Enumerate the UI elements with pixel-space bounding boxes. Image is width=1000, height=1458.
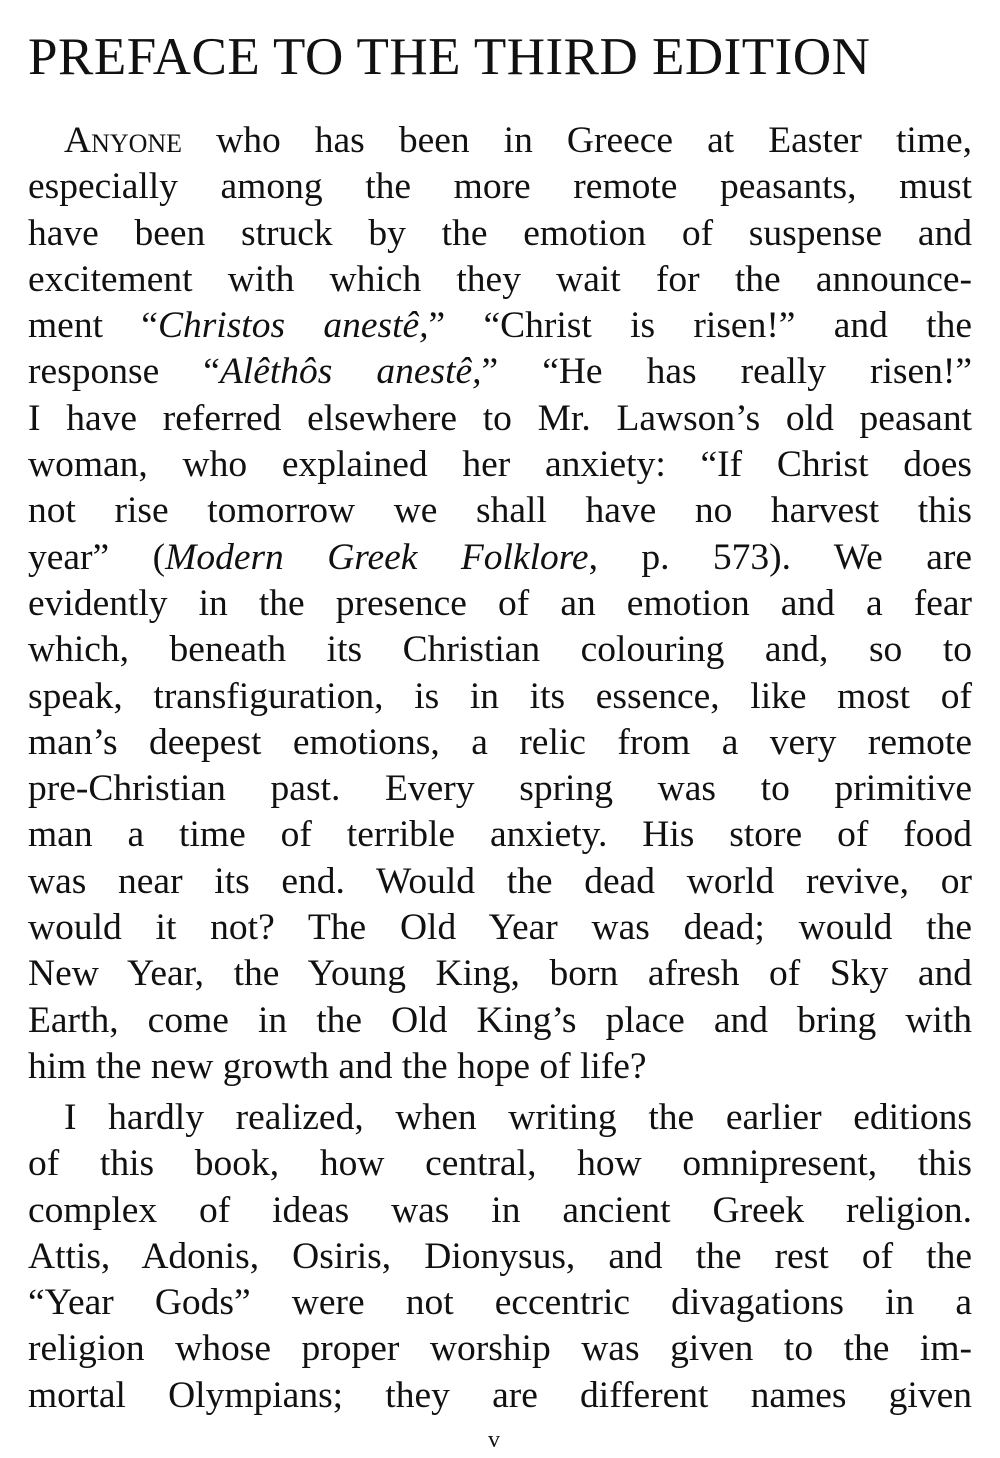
text-line: would it not? The Old Year was dead; would the xyxy=(28,907,972,949)
text-line: I hardly realized, when writing the earlier editions xyxy=(64,1097,972,1138)
text-line: which, beneath its Christian colouring and, so to xyxy=(28,629,972,671)
text-line: evidently in the presence of an emotion and a fear xyxy=(28,582,972,624)
text-line: of this book, how central, how omnipresent, this xyxy=(28,1143,972,1185)
text-line: him the new growth and the hope of life? xyxy=(28,1045,647,1087)
paragraph-2 xyxy=(28,1095,972,1419)
book-title-italic: Modern Greek Folklore xyxy=(165,536,589,578)
text-line: pre-Christian past. Every spring was to primitive xyxy=(28,768,972,810)
text-line: not rise tomorrow we shall have no harvest this xyxy=(28,490,972,532)
italic-phrase: Christos anestê, xyxy=(157,305,429,347)
page-title: PREFACE TO THE THIRD EDITION xyxy=(28,28,871,86)
lead-word: Anyone xyxy=(64,120,183,161)
italic-phrase: Alêthôs anestê, xyxy=(219,351,482,393)
text-line: Attis, Adonis, Osiris, Dionysus, and the rest of the xyxy=(28,1235,972,1277)
text-line: year” (Modern Greek Folklore, p. 573). We are xyxy=(28,536,972,578)
text-line: man’s deepest emotions, a relic from a very remote xyxy=(28,721,972,763)
text-line: have been struck by the emotion of suspense and xyxy=(28,212,972,254)
text-line: excitement with which they wait for the announce- xyxy=(28,258,972,300)
text-line: complex of ideas was in ancient Greek religion. xyxy=(28,1189,972,1231)
text-line: Anyone who has been in Greece at Easter time, xyxy=(64,120,972,161)
text-line: man a time of terrible anxiety. His store of food xyxy=(28,814,972,856)
page-number: v xyxy=(488,1427,500,1453)
text-line: New Year, the Young King, born afresh of Sky and xyxy=(28,953,972,995)
text-line: ment “Christos anestê,” “Christ is risen!” and the xyxy=(28,305,972,347)
paragraph-1 xyxy=(28,118,972,1090)
text-line: was near its end. Would the dead world revive, or xyxy=(28,860,972,902)
text-line: speak, transfiguration, is in its essence, like most of xyxy=(28,675,972,717)
text-line: response “Alêthôs anestê,” “He has really risen!” xyxy=(28,351,972,393)
text-line: especially among the more remote peasants, must xyxy=(28,166,972,208)
text-line: I have referred elsewhere to Mr. Lawson’s old peasant xyxy=(28,397,972,439)
text-line: woman, who explained her anxiety: “If Christ does xyxy=(28,444,972,486)
text-line: religion whose proper worship was given to the im- xyxy=(28,1328,972,1370)
text-line: “Year Gods” were not eccentric divagations in a xyxy=(28,1282,972,1324)
text-line: Earth, come in the Old King’s place and bring with xyxy=(28,999,972,1041)
text-line: mortal Olympians; they are different names given xyxy=(28,1374,972,1416)
